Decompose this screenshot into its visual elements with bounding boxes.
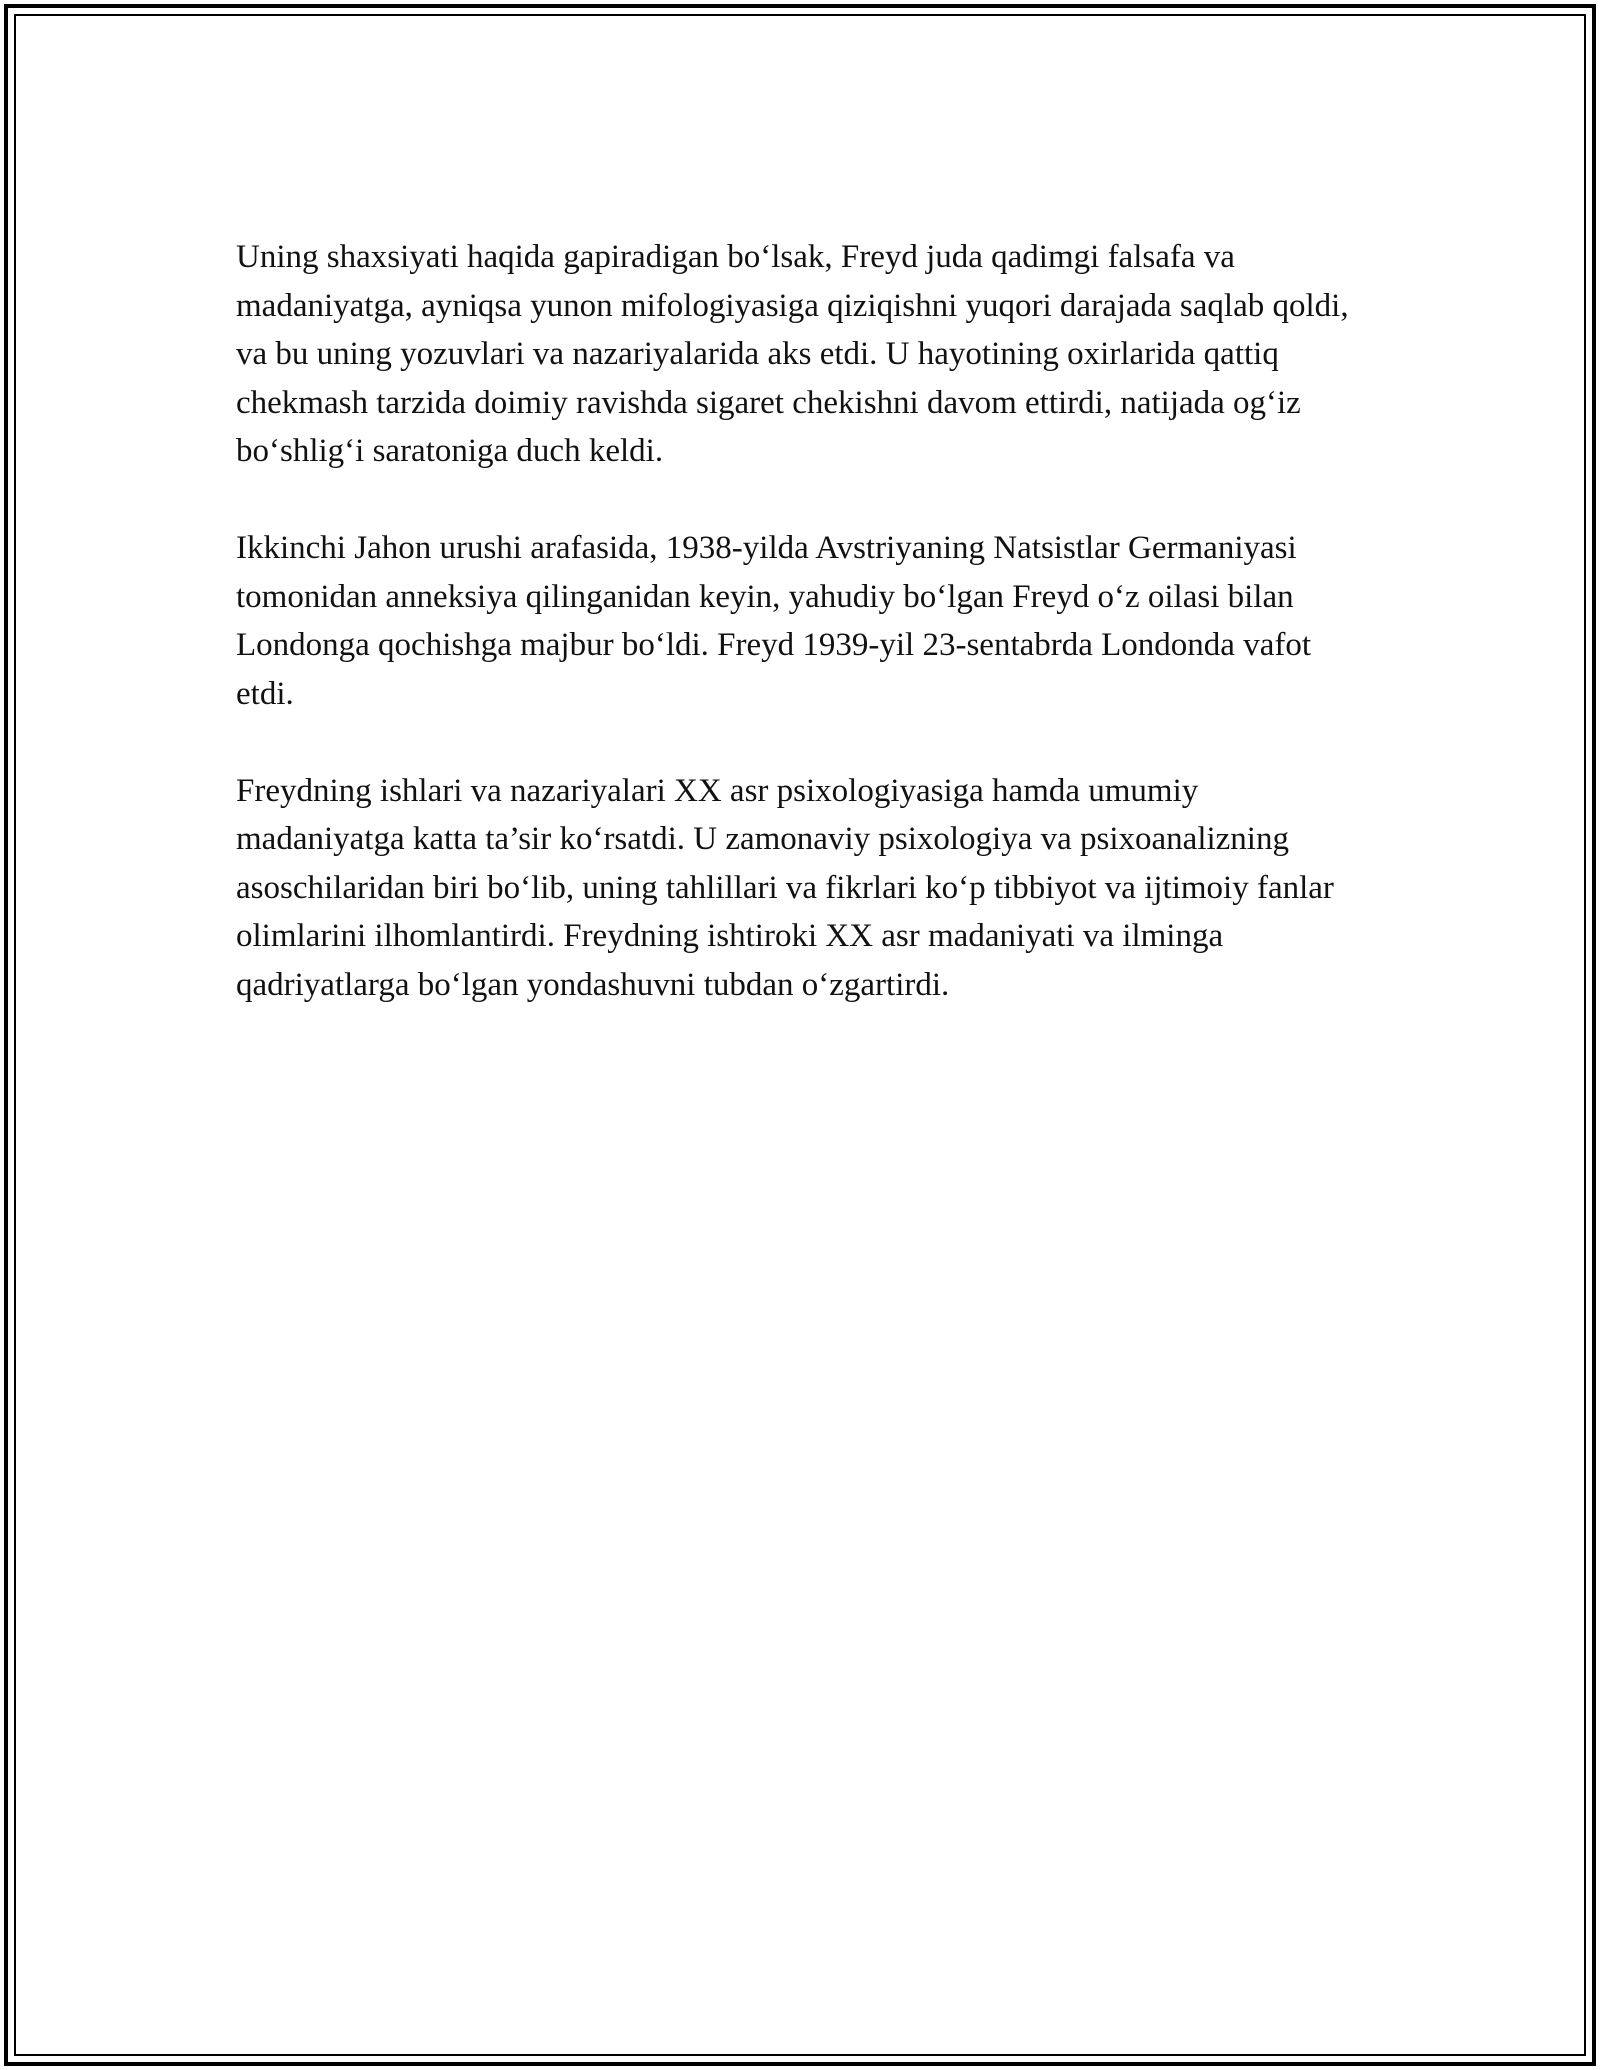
paragraph-1: Uning shaxsiyati haqida gapiradigan bo‘lsak, Freyd juda qadimgi falsafa va madaniyatga, ayniqsa yunon mifologiyasiga qiziqishni yuqori darajada saqlab qoldi, va bu uning yozuvlari va nazariyalarida aks etdi. U hayotining oxirlarida qattiq chekmash tarzida doimiy ravishda sigaret chekishni davom ettirdi, natijada og‘iz bo‘shlig‘i saratoniga duch keldi. [236, 239, 1349, 469]
paragraph-2: Ikkinchi Jahon urushi arafasida, 1938-yilda Avstriyaning Natsistlar Germaniyasi tomonidan anneksiya qilinganidan keyin, yahudiy bo‘lgan Freyd o‘z oilasi bilan Londonga qochishga majbur bo‘ldi. Freyd 1939-yil 23-sentabrda Londonda vafot etdi. [236, 530, 1312, 712]
document-body [236, 233, 1364, 1058]
paragraph-3: Freydning ishlari va nazariyalari XX asr psixologiyasiga hamda umumiy madaniyatga katta ta’sir ko‘rsatdi. U zamonaviy psixologiya va psixoanalizning asoschilaridan biri bo‘lib, uning tahlillari va fikrlari ko‘p tibbiyot va ijtimoiy fanlar olimlarini ilhomlantirdi. Freydning ishtiroki XX asr madaniyati va ilminga qadriyatlarga bo‘lgan yondashuvni tubdan o‘zgartirdi. [236, 772, 1334, 1003]
